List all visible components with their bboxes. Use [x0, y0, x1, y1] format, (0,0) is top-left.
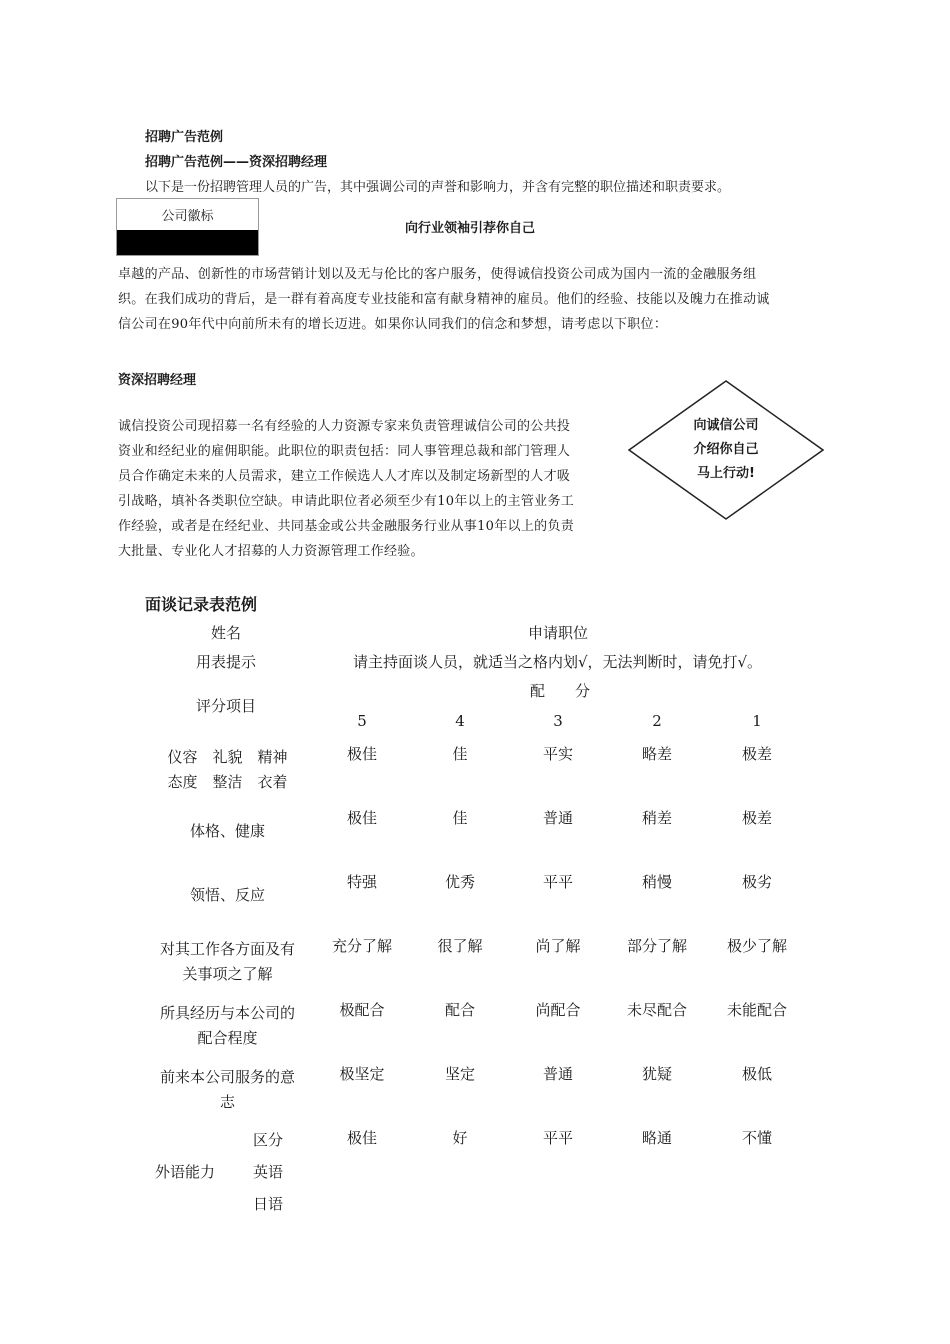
rating-option: 极差 — [741, 745, 772, 763]
language-sub: 区分 — [252, 1131, 283, 1149]
rating-option: 极少了解 — [726, 937, 787, 955]
rating-item-label: 仪容 礼貌 精神 — [167, 748, 288, 766]
diamond-line: 马上行动! — [697, 466, 755, 481]
rating-item-label: 态度 整洁 衣着 — [167, 773, 288, 791]
rating-option: 未能配合 — [726, 1001, 787, 1019]
doc-title: 招聘广告范例 — [145, 130, 224, 145]
rating-option: 坚定 — [444, 1065, 475, 1083]
rating-option: 未尽配合 — [626, 1001, 687, 1019]
hint-label: 用表提示 — [195, 653, 256, 671]
logo-label: 公司徽标 — [161, 209, 214, 224]
rating-item-label: 领悟、反应 — [189, 886, 265, 904]
paragraph-line: 员合作确定未来的人员需求，建立工作候选人人才库以及制定场新型的人才吸 — [118, 469, 571, 484]
language-label: 外语能力 — [154, 1163, 215, 1181]
rating-option: 极低 — [741, 1065, 772, 1083]
rating-option: 普通 — [542, 809, 573, 827]
rating-item-label: 对其工作各方面及有 — [159, 940, 295, 958]
diamond-line: 向诚信公司 — [693, 418, 759, 433]
language-option: 极佳 — [346, 1129, 377, 1147]
logo-black-bar — [117, 230, 258, 255]
rating-option: 极佳 — [346, 745, 377, 763]
rating-option: 略差 — [641, 745, 672, 763]
rating-option: 稍慢 — [641, 873, 672, 891]
rating-option: 佳 — [452, 809, 468, 827]
score-value: 2 — [652, 712, 662, 730]
score-label: 配 分 — [529, 682, 590, 700]
paragraph-line: 诚信投资公司现招募一名有经验的人力资源专家来负责管理诚信公司的公共投 — [118, 419, 571, 434]
score-value: 1 — [752, 712, 762, 730]
rating-option: 配合 — [444, 1001, 475, 1019]
language-option: 平平 — [542, 1129, 573, 1147]
paragraph-line: 织。在我们成功的背后，是一群有着高度专业技能和富有献身精神的雇员。他们的经验、技能以及魄力在推动诚 — [118, 292, 770, 307]
diamond-line: 介绍你自己 — [693, 442, 759, 457]
rating-option: 极劣 — [741, 873, 772, 891]
paragraph-line: 大批量、专业化人才招募的人力资源管理工作经验。 — [118, 544, 424, 559]
language-sub: 英语 — [252, 1163, 283, 1181]
rating-item-label: 前来本公司服务的意 — [159, 1068, 295, 1086]
rating-option: 部分了解 — [626, 937, 687, 955]
paragraph-line: 卓越的产品、创新性的市场营销计划以及无与伦比的客户服务，使得诚信投资公司成为国内一流的金融服务组 — [118, 267, 757, 282]
rating-option: 佳 — [452, 745, 468, 763]
doc-intro: 以下是一份招聘管理人员的广告，其中强调公司的声誉和影响力，并含有完整的职位描述和职责要求。 — [145, 180, 731, 195]
rating-option: 犹疑 — [641, 1065, 672, 1083]
score-value: 4 — [455, 712, 465, 730]
rating-option: 极配合 — [339, 1001, 385, 1019]
position-title: 资深招聘经理 — [118, 373, 197, 388]
rating-option: 优秀 — [444, 873, 475, 891]
company-intro-paragraph — [118, 262, 838, 337]
ad-slogan-text: 向行业领袖引荐你自己 — [405, 221, 536, 236]
rating-item-label: 体格、健康 — [189, 822, 265, 840]
position-label: 申请职位 — [527, 624, 588, 642]
position-description — [118, 414, 618, 564]
rating-item-label: 志 — [219, 1093, 235, 1111]
rating-item-label: 配合程度 — [197, 1029, 258, 1047]
paragraph-line: 引战略，填补各类职位空缺。申请此职位者必须至少有10年以上的主管业务工 — [118, 494, 575, 509]
score-value: 5 — [357, 712, 367, 730]
language-option: 不懂 — [741, 1129, 772, 1147]
doc-subtitle: 招聘广告范例——资深招聘经理 — [145, 155, 328, 170]
rating-option: 极佳 — [346, 809, 377, 827]
form-title: 面谈记录表范例 — [145, 595, 258, 614]
rating-option: 特强 — [346, 873, 377, 891]
rating-option: 极坚定 — [339, 1065, 385, 1083]
rating-option: 平实 — [542, 745, 573, 763]
rating-option: 稍差 — [641, 809, 672, 827]
rating-item-label: 所具经历与本公司的 — [159, 1004, 295, 1022]
company-logo-placeholder — [116, 198, 259, 256]
name-label: 姓名 — [210, 624, 241, 642]
rating-option: 极差 — [741, 809, 772, 827]
rating-option: 普通 — [542, 1065, 573, 1083]
score-value: 3 — [553, 712, 563, 730]
score-item-label: 评分项目 — [195, 697, 256, 715]
rating-option: 尚了解 — [535, 937, 581, 955]
language-option: 略通 — [641, 1129, 672, 1147]
language-sub: 日语 — [252, 1195, 283, 1213]
hint-text: 请主持面谈人员，就适当之格内划√，无法判断时，请免打√。 — [352, 653, 763, 671]
call-to-action-diamond — [628, 380, 824, 520]
rating-item-label: 关事项之了解 — [182, 965, 273, 983]
language-option: 好 — [452, 1129, 468, 1147]
paragraph-line: 作经验，或者是在经纪业、共同基金或公共金融服务行业从事10年以上的负责 — [118, 519, 575, 534]
paragraph-line: 信公司在90年代中向前所未有的增长迈进。如果你认同我们的信念和梦想，请考虑以下职位： — [118, 317, 668, 332]
rating-option: 尚配合 — [535, 1001, 581, 1019]
rating-option: 平平 — [542, 873, 573, 891]
rating-option: 充分了解 — [331, 937, 392, 955]
paragraph-line: 资业和经纪业的雇佣职能。此职位的职责包括：同人事管理总裁和部门管理人 — [118, 444, 571, 459]
rating-option: 很了解 — [437, 937, 483, 955]
